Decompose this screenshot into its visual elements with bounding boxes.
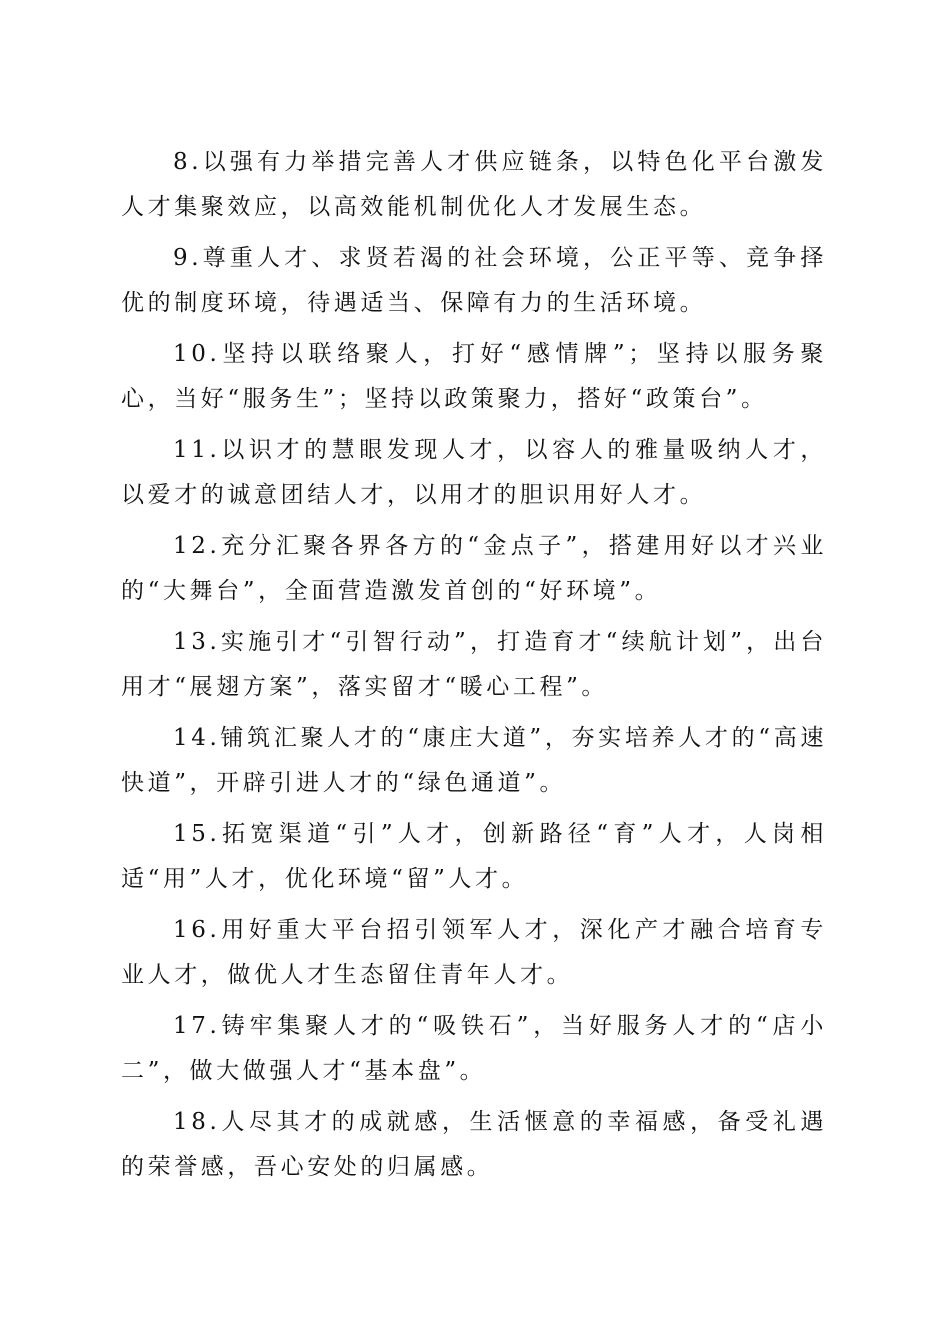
paragraph-16: 16.用好重大平台招引领军人才，深化产才融合培育专业人才，做优人才生态留住青年人才。 <box>121 917 827 988</box>
paragraph-9: 9.尊重人才、求贤若渴的社会环境，公正平等、竞争择优的制度环境，待遇适当、保障有力的生活环境。 <box>121 245 827 316</box>
paragraph-18: 18.人尽其才的成就感，生活惬意的幸福感，备受礼遇的荣誉感，吾心安处的归属感。 <box>121 1109 827 1180</box>
paragraph-14: 14.铺筑汇聚人才的“康庄大道”，夯实培养人才的“高速快道”，开辟引进人才的“绿色通道”。 <box>121 725 827 796</box>
paragraph-13: 13.实施引才“引智行动”，打造育才“续航计划”，出台用才“展翅方案”，落实留才“暖心工程”。 <box>121 629 827 700</box>
paragraph-10: 10.坚持以联络聚人，打好“感情牌”；坚持以服务聚心，当好“服务生”；坚持以政策聚力，搭好“政策台”。 <box>121 341 827 412</box>
paragraph-8: 8.以强有力举措完善人才供应链条，以特色化平台激发人才集聚效应，以高效能机制优化人才发展生态。 <box>121 149 827 220</box>
paragraph-11: 11.以识才的慧眼发现人才，以容人的雅量吸纳人才，以爱才的诚意团结人才，以用才的胆识用好人才。 <box>121 437 827 508</box>
paragraph-17: 17.铸牢集聚人才的“吸铁石”，当好服务人才的“店小二”，做大做强人才“基本盘”。 <box>121 1013 827 1084</box>
document-body <box>121 140 827 1196</box>
paragraph-12: 12.充分汇聚各界各方的“金点子”，搭建用好以才兴业的“大舞台”，全面营造激发首创的“好环境”。 <box>121 533 827 604</box>
paragraph-15: 15.拓宽渠道“引”人才，创新路径“育”人才，人岗相适“用”人才，优化环境“留”人才。 <box>121 821 827 892</box>
